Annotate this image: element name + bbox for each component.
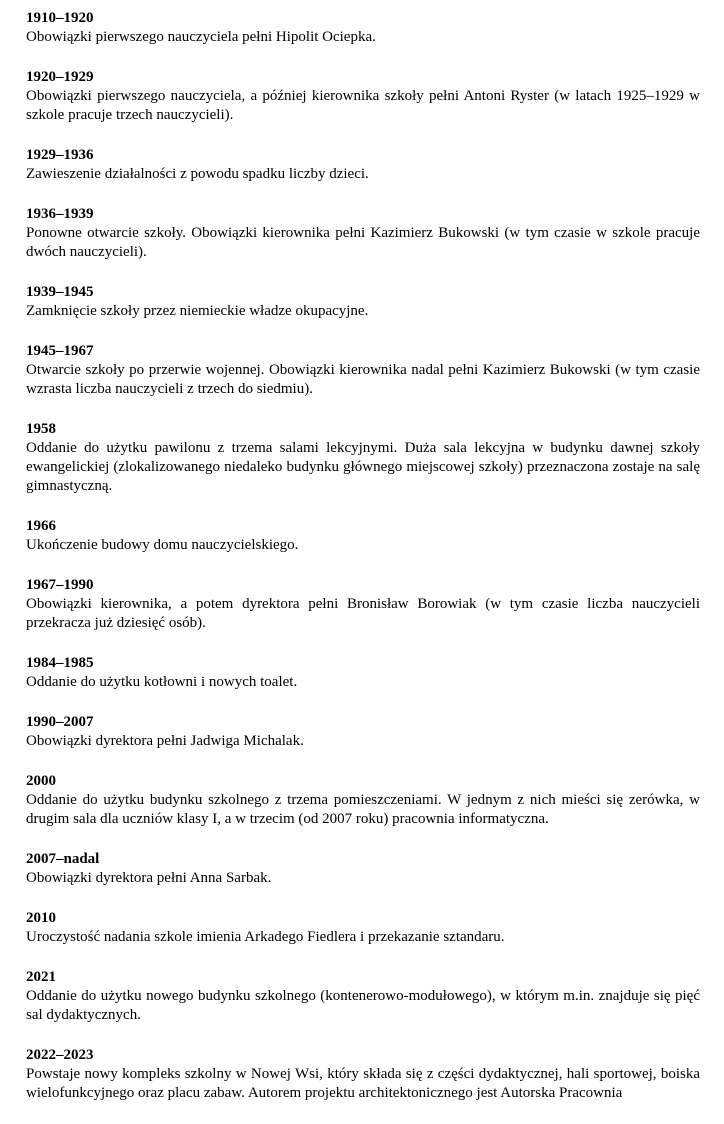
entry-date: 1910–1920	[26, 10, 94, 26]
timeline-entry	[26, 576, 700, 633]
entry-text: Zawieszenie działalności z powodu spadku liczby dzieci.	[26, 166, 369, 182]
timeline-entry	[26, 146, 700, 184]
entry-text: Oddanie do użytku nowego budynku szkolnego (kontenerowo-modułowego), w którym m.in. znajduje się pięć sal dydaktycznych.	[26, 988, 700, 1023]
timeline-entry	[26, 1046, 700, 1103]
entry-date: 1920–1929	[26, 69, 94, 85]
entry-text: Ponowne otwarcie szkoły. Obowiązki kierownika pełni Kazimierz Bukowski (w tym czasie w szkole pracuje dwóch nauczycieli).	[26, 225, 700, 260]
entry-text: Otwarcie szkoły po przerwie wojennej. Obowiązki kierownika nadal pełni Kazimierz Bukowski (w tym czasie wzrasta liczba nauczycieli z trzech do siedmiu).	[26, 362, 700, 397]
entry-text: Obowiązki pierwszego nauczyciela, a później kierownika szkoły pełni Antoni Ryster (w latach 1925–1929 w szkole pracuje trzech nauczycieli).	[26, 88, 700, 123]
entry-date: 2010	[26, 910, 56, 926]
entry-date: 1936–1939	[26, 206, 94, 222]
entry-text: Powstaje nowy kompleks szkolny w Nowej Wsi, który składa się z części dydaktycznej, hali sportowej, boiska wielofunkcyjnego oraz placu zabaw. Autorem projektu architektonicznego jest Autorska Pracownia	[26, 1066, 700, 1101]
entry-text: Oddanie do użytku pawilonu z trzema salami lekcyjnymi. Duża sala lekcyjna w budynku dawnej szkoły ewangelickiej (zlokalizowanego niedaleko budynku głównego miejscowej szkoły) przeznaczona zostaje na salę gimnastyczną.	[26, 440, 700, 494]
entry-text: Ukończenie budowy domu nauczycielskiego.	[26, 537, 299, 553]
timeline-entry	[26, 68, 700, 125]
timeline-entry	[26, 420, 700, 496]
entry-text: Zamknięcie szkoły przez niemieckie władze okupacyjne.	[26, 303, 369, 319]
timeline-document	[26, 9, 700, 1124]
entry-text: Obowiązki dyrektora pełni Jadwiga Michalak.	[26, 733, 304, 749]
entry-date: 2021	[26, 969, 56, 985]
entry-text: Oddanie do użytku budynku szkolnego z trzema pomieszczeniami. W jednym z nich mieści się zerówka, w drugim sala dla uczniów klasy I, a w trzecim (od 2007 roku) pracownia informatyczna.	[26, 792, 700, 827]
timeline-entry	[26, 909, 700, 947]
timeline-entry	[26, 205, 700, 262]
timeline-entry	[26, 968, 700, 1025]
timeline-entry	[26, 713, 700, 751]
entry-date: 1967–1990	[26, 577, 94, 593]
timeline-entry	[26, 772, 700, 829]
timeline-entry	[26, 283, 700, 321]
entry-text: Uroczystość nadania szkole imienia Arkadego Fiedlera i przekazanie sztandaru.	[26, 929, 505, 945]
entry-text: Obowiązki pierwszego nauczyciela pełni Hipolit Ociepka.	[26, 29, 376, 45]
timeline-entry	[26, 517, 700, 555]
entry-date: 2000	[26, 773, 56, 789]
entry-date: 1939–1945	[26, 284, 94, 300]
entry-date: 1929–1936	[26, 147, 94, 163]
entry-date: 1990–2007	[26, 714, 94, 730]
entry-date: 1984–1985	[26, 655, 94, 671]
entry-date: 1958	[26, 421, 56, 437]
entry-text: Obowiązki dyrektora pełni Anna Sarbak.	[26, 870, 272, 886]
entry-text: Oddanie do użytku kotłowni i nowych toalet.	[26, 674, 298, 690]
entry-date: 2007–nadal	[26, 851, 100, 867]
entry-date: 1945–1967	[26, 343, 94, 359]
entry-date: 2022–2023	[26, 1047, 94, 1063]
timeline-entry	[26, 342, 700, 399]
timeline-entry	[26, 654, 700, 692]
entry-date: 1966	[26, 518, 56, 534]
timeline-entry	[26, 9, 700, 47]
entry-text: Obowiązki kierownika, a potem dyrektora pełni Bronisław Borowiak (w tym czasie liczba nauczycieli przekracza już dziesięć osób).	[26, 596, 700, 631]
timeline-entry	[26, 850, 700, 888]
